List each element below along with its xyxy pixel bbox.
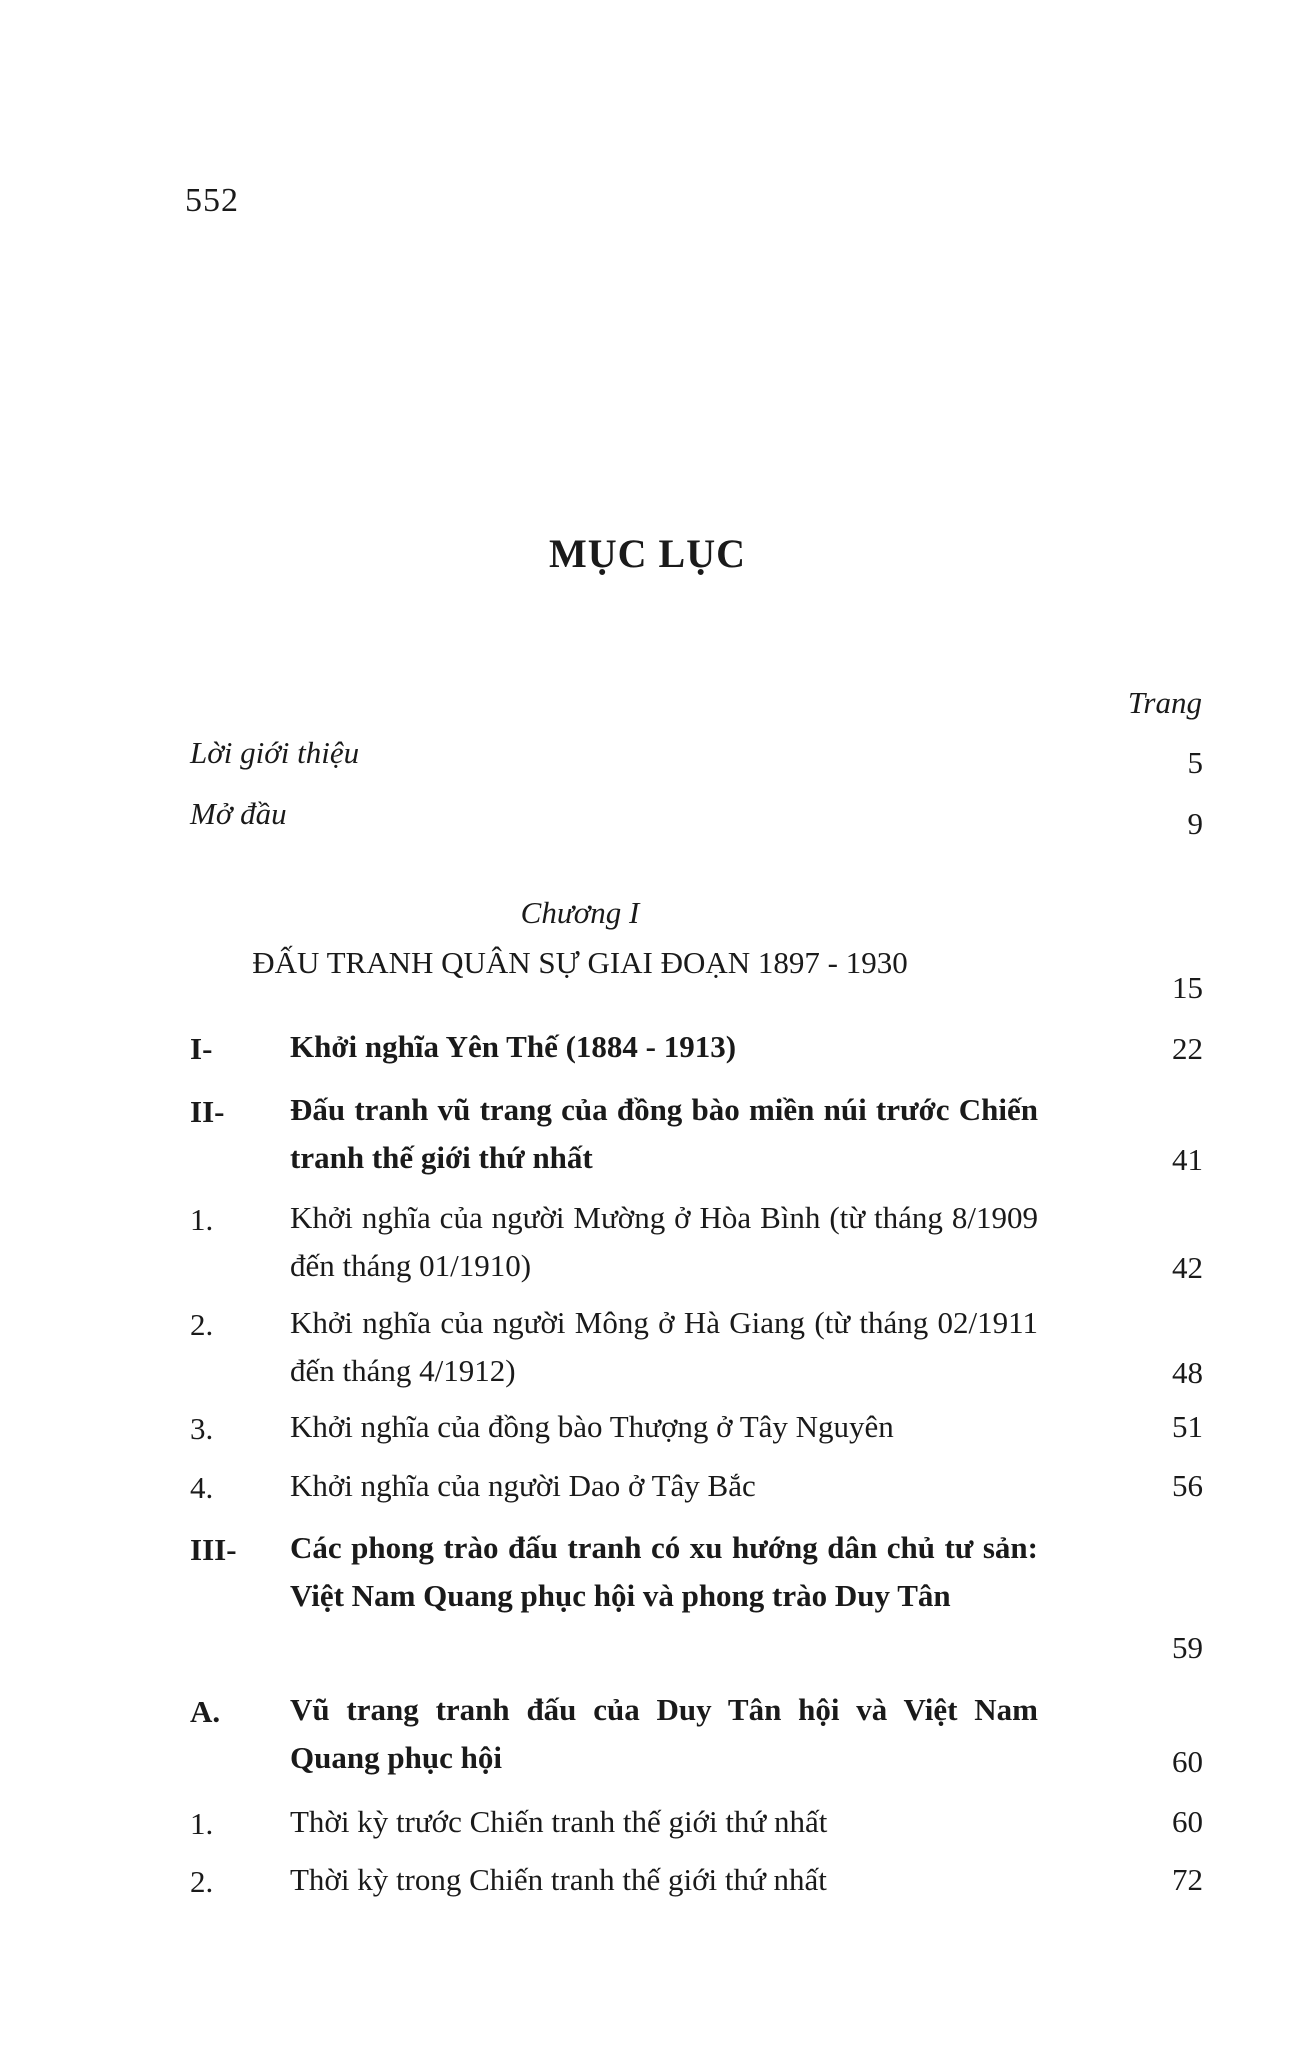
toc-front-label: Lời giới thiệu	[190, 735, 360, 770]
chapter-title: ĐẤU TRANH QUÂN SỰ GIAI ĐOẠN 1897 - 1930	[252, 945, 908, 980]
toc-page-number: 42	[1172, 1250, 1203, 1285]
toc-entry-text: Thời kỳ trước Chiến tranh thế giới thứ nhất	[290, 1804, 828, 1839]
toc-entry-mark: III-	[190, 1532, 237, 1567]
toc-page-number: 72	[1172, 1862, 1203, 1897]
toc-entry-mark: II-	[190, 1094, 225, 1129]
toc-page-number: 60	[1172, 1744, 1203, 1779]
page-title: MỤC LỤC	[549, 531, 746, 576]
page-column-label: Trang	[1127, 685, 1202, 720]
toc-page-number: 22	[1172, 1031, 1203, 1066]
toc-entry-mark: I-	[190, 1031, 213, 1066]
page-number: 552	[185, 182, 239, 219]
toc-page-number: 56	[1172, 1468, 1203, 1503]
toc-entry-text: Thời kỳ trong Chiến tranh thế giới thứ nhất	[290, 1862, 827, 1897]
toc-entry-mark: 2.	[190, 1307, 214, 1342]
toc-entry-mark: 4.	[190, 1470, 214, 1505]
toc-entry-mark: 1.	[190, 1806, 214, 1841]
toc-front-label: Mở đầu	[190, 796, 287, 831]
toc-entry-text: Khởi nghĩa của người Mường ở Hòa Bình (từ tháng 8/1909 đến tháng 01/1910)	[290, 1200, 1038, 1283]
toc-entry-text: Khởi nghĩa của người Dao ở Tây Bắc	[290, 1468, 756, 1503]
toc-entry-mark: 2.	[190, 1864, 214, 1899]
toc-entry-mark: 1.	[190, 1202, 214, 1237]
toc-page-number: 5	[1187, 745, 1203, 780]
toc-page-number: 51	[1172, 1409, 1203, 1444]
toc-entry-text: Đấu tranh vũ trang của đồng bào miền núi trước Chiến tranh thế giới thứ nhất	[290, 1092, 1038, 1175]
chapter-label: Chương I	[520, 895, 640, 930]
toc-entry-text: Các phong trào đấu tranh có xu hướng dân chủ tư sản: Việt Nam Quang phục hội và phong trào Duy Tân	[290, 1530, 1038, 1613]
toc-entry-mark: 3.	[190, 1411, 214, 1446]
toc-entry-text: Khởi nghĩa Yên Thế (1884 - 1913)	[290, 1029, 737, 1064]
toc-page-number: 41	[1172, 1142, 1203, 1177]
toc-entry-text: Khởi nghĩa của người Mông ở Hà Giang (từ tháng 02/1911 đến tháng 4/1912)	[290, 1305, 1038, 1388]
toc-entry-mark: A.	[190, 1694, 221, 1729]
toc-page-number: 60	[1172, 1804, 1203, 1839]
toc-entry-text: Khởi nghĩa của đồng bào Thượng ở Tây Nguyên	[290, 1409, 894, 1444]
toc-entry-text: Vũ trang tranh đấu của Duy Tân hội và Việt Nam Quang phục hội	[290, 1692, 1038, 1775]
toc-page-number: 9	[1187, 806, 1203, 841]
toc-page-number: 15	[1172, 970, 1203, 1005]
toc-page-number: 59	[1172, 1630, 1203, 1665]
toc-page-number: 48	[1172, 1355, 1203, 1390]
